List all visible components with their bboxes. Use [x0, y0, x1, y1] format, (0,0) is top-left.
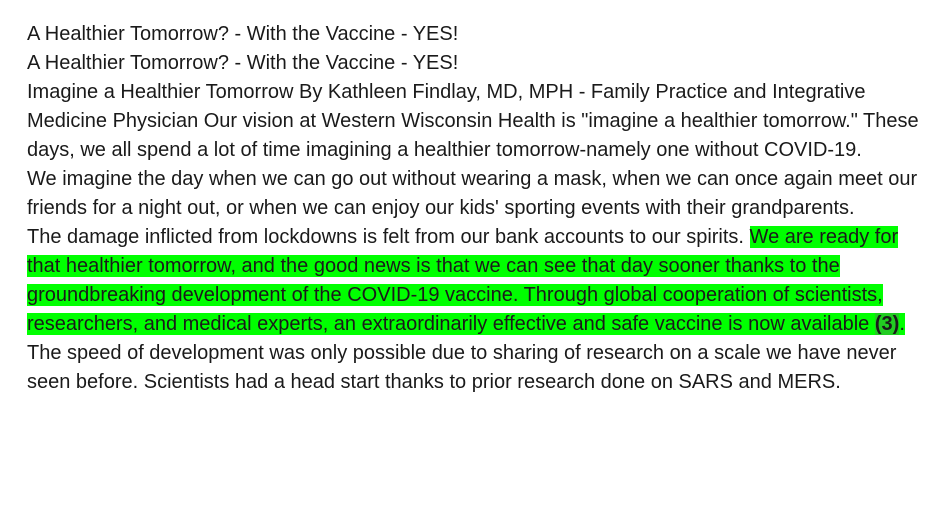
highlighted-text: We are ready for that healthier tomorrow, and the good news is that we can see that day sooner thanks to the groundbreaking development of the COVID-19 vaccine. Through global cooperation of scientists, researchers, and medical experts, an extraordinarily effective and safe vaccine is now available — [27, 226, 899, 335]
title-line-2: A Healthier Tomorrow? - With the Vaccine - YES! — [27, 52, 459, 74]
title-line-1: A Healthier Tomorrow? - With the Vaccine - YES! — [27, 23, 459, 45]
paragraph-imagine: We imagine the day when we can go out without wearing a mask, when we can once again meet our friends for a night out, or when we can enjoy our kids' sporting events with their grandparents. — [27, 168, 918, 219]
document-body — [27, 20, 925, 397]
citation-marker: (3) — [874, 313, 900, 335]
paragraph-damage — [27, 223, 925, 339]
paragraph-speed: The speed of development was only possible due to sharing of research on a scale we have never seen before. Scientists had a head start thanks to prior research done on SARS and MERS. — [27, 342, 897, 393]
paragraph-intro: Imagine a Healthier Tomorrow By Kathleen Findlay, MD, MPH - Family Practice and Integrative Medicine Physician Our vision at Western Wisconsin Health is "imagine a healthier tomorrow." These days, we all spend a lot of time imagining a healthier tomorrow-namely one without COVID-19. — [27, 81, 919, 161]
highlighted-period: . — [899, 313, 905, 335]
damage-plain-text: The damage inflicted from lockdowns is felt from our bank accounts to our spirits. — [27, 226, 750, 248]
